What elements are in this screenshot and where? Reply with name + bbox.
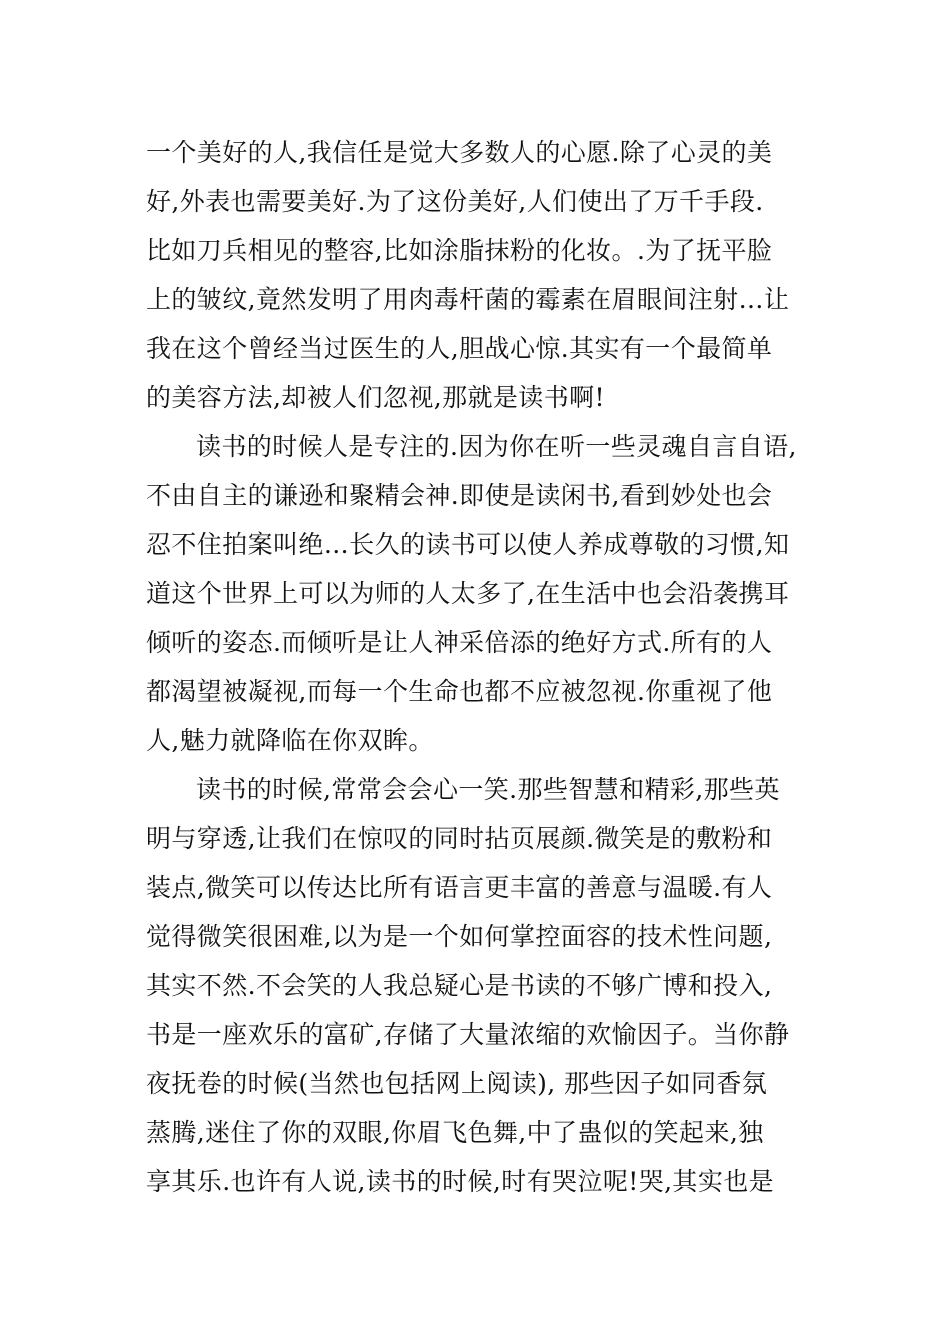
- text-line: 其实不然.不会笑的人我总疑心是书读的不够广博和投入,: [146, 971, 773, 1000]
- paragraph-3: [146, 765, 826, 1206]
- text-line: 夜抚卷的时候(当然也包括网上阅读), 那些因子如同香氛: [146, 1069, 768, 1098]
- text-line: 一个美好的人,我信任是觉大多数人的心愿.除了心灵的美: [146, 138, 773, 167]
- text-line: 人,魅力就降临在你双眸。: [146, 726, 434, 755]
- paragraph-2: [146, 422, 826, 765]
- text-line: 比如刀兵相见的整容,比如涂脂抹粉的化妆。.为了抚平脸: [146, 236, 773, 265]
- text-line: 书是一座欢乐的富矿,存储了大量浓缩的欢愉因子。当你静: [146, 1020, 790, 1049]
- text-line: 忍不住拍案叫绝…长久的读书可以使人养成尊敬的习惯,知: [146, 530, 790, 559]
- text-line: 享其乐.也许有人说,读书的时候,时有哭泣呢!哭,其实也是: [146, 1167, 775, 1196]
- text-line: 倾听的姿态.而倾听是让人神采倍添的绝好方式.所有的人: [146, 628, 773, 657]
- text-line: 好,外表也需要美好.为了这份美好,人们使出了万千手段.: [146, 187, 764, 216]
- text-line: 道这个世界上可以为师的人太多了,在生活中也会沿袭携耳: [146, 579, 790, 608]
- text-line: 读书的时候人是专注的.因为你在听一些灵魂自言自语,: [196, 432, 797, 461]
- text-line: 不由自主的谦逊和聚精会神.即使是读闲书,看到妙处也会: [146, 481, 773, 510]
- text-line: 上的皱纹,竟然发明了用肉毒杆菌的霉素在眉眼间注射…让: [146, 285, 790, 314]
- text-line: 觉得微笑很困难,以为是一个如何掌控面容的技术性问题,: [146, 922, 773, 951]
- text-line: 都渴望被凝视,而每一个生命也都不应被忽视.你重视了他: [146, 677, 773, 706]
- text-line: 我在这个曾经当过医生的人,胆战心惊.其实有一个最简单: [146, 334, 773, 363]
- document-body: [146, 128, 826, 1206]
- text-line: 明与穿透,让我们在惊叹的同时拈页展颜.微笑是的敷粉和: [146, 824, 773, 853]
- text-line: 的美容方法,却被人们忽视,那就是读书啊!: [146, 383, 605, 412]
- text-line: 蒸腾,迷住了你的双眼,你眉飞色舞,中了蛊似的笑起来,独: [146, 1118, 764, 1147]
- text-line: 读书的时候,常常会会心一笑.那些智慧和精彩,那些英: [196, 775, 780, 804]
- paragraph-1: [146, 128, 826, 422]
- text-line: 装点,微笑可以传达比所有语言更丰富的善意与温暖.有人: [146, 873, 773, 902]
